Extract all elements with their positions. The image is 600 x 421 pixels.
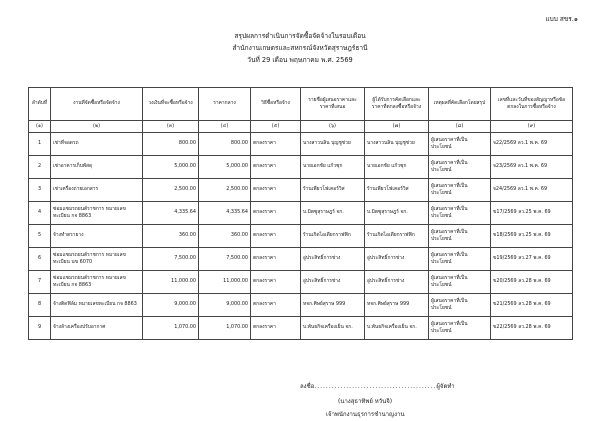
budget-cell: 800.00 [143, 133, 199, 156]
sign-label: ลงชื่อ [300, 383, 315, 390]
item-cell: จ้างติดฟิล์ม หมายเลขทะเบียน กจ 8863 [51, 294, 143, 317]
contract-cell: ข19/2569 ลว.27 พ.ค. 69 [491, 248, 573, 271]
contract-cell: ข17/2569 ลว.25 พ.ค. 69 [491, 202, 573, 225]
column-number: (๒) [51, 121, 143, 133]
col-header: ราคากลาง [199, 88, 251, 121]
row-number: 4 [29, 202, 51, 225]
col-header: เหตุผลที่คัดเลือกโดยสรุป [429, 88, 491, 121]
column-number: (๓) [143, 121, 199, 133]
row-number: 7 [29, 271, 51, 294]
table-row [29, 317, 573, 340]
column-number: (๖) [301, 121, 365, 133]
budget-cell: 9,000.00 [143, 294, 199, 317]
column-number: (๔) [199, 121, 251, 133]
column-number: (๘) [429, 121, 491, 133]
contract-cell: จ22/2569 ลว.1 พ.ค. 69 [491, 133, 573, 156]
reason-cell: ผู้เสนอราคาที่เป็นประโยชน์ [429, 133, 491, 156]
item-cell: จ้างล้างเครื่องปรับอากาศ [51, 317, 143, 340]
contract-cell: ข18/2569 ลว.25 พ.ค. 69 [491, 225, 573, 248]
item-cell: เช่าเครื่องถ่ายเอกสาร [51, 179, 143, 202]
median-price-cell: 800.00 [199, 133, 251, 156]
form-code: แบบ สขร.๑ [545, 15, 578, 23]
bidders-cell: นายเอกชัย แก้วซุก [301, 156, 365, 179]
table-row [29, 156, 573, 179]
contract-cell: ข20/2569 ลว.28 พ.ค. 69 [491, 271, 573, 294]
column-number: (๕) [251, 121, 301, 133]
winner-cell: อู่ประสิทธิ์การช่าง [365, 271, 429, 294]
contract-cell: จ23/2569 ลว.1 พ.ค. 69 [491, 156, 573, 179]
col-header: เลขที่และวันที่ของสัญญาหรือข้อตกลงในการซื้อหรือจ้าง [491, 88, 573, 121]
item-cell: ซ่อมแซมรถยนต์ราชการ หมายเลขทะเบียน นข 6070 [51, 248, 143, 271]
row-number: 6 [29, 248, 51, 271]
method-cell: ตกลงราคา [251, 156, 301, 179]
median-price-cell: 4,335.64 [199, 202, 251, 225]
item-cell: ซ่อมแซมรถยนต์ราชการ หมายเลขทะเบียน กจ 8863 [51, 202, 143, 225]
winner-cell: บ.พันธกิจเครื่องเย็น จก. [365, 317, 429, 340]
col-header: วงเงินที่จะซื้อหรือจ้าง [143, 88, 199, 121]
column-number: (๙) [491, 121, 573, 133]
signer-name: (นางสุธาทิพย์ หวันจิ) [338, 398, 393, 405]
median-price-cell: 9,000.00 [199, 294, 251, 317]
winner-cell: ร้านเกิดไอเดียกราฟฟิก [365, 225, 429, 248]
method-cell: ตกลงราคา [251, 294, 301, 317]
budget-cell: 4,335.64 [143, 202, 199, 225]
winner-cell: ร้านเพียวโฟเคอร์วิส [365, 179, 429, 202]
contract-cell: ข22/2569 ลว.28 พ.ค. 69 [491, 317, 573, 340]
method-cell: ตกลงราคา [251, 202, 301, 225]
median-price-cell: 5,000.00 [199, 156, 251, 179]
method-cell: ตกลงราคา [251, 179, 301, 202]
budget-cell: 2,500.00 [143, 179, 199, 202]
row-number: 8 [29, 294, 51, 317]
table-row [29, 179, 573, 202]
reason-cell: ผู้เสนอราคาที่เป็นประโยชน์ [429, 317, 491, 340]
winner-cell: หจก.ศิษย์สุราษ 999 [365, 294, 429, 317]
reason-cell: ผู้เสนอราคาที่เป็นประโยชน์ [429, 248, 491, 271]
bidders-cell: อู่ประสิทธิ์การช่าง [301, 271, 365, 294]
item-cell: เช่าที่จอดรถ [51, 133, 143, 156]
office-name: สำนักงานเกษตรและสหกรณ์จังหวัดสุราษฎร์ธานี [232, 44, 368, 52]
row-number: 5 [29, 225, 51, 248]
contract-cell: จ24/2569 ลว.1 พ.ค. 69 [491, 179, 573, 202]
budget-cell: 5,000.00 [143, 156, 199, 179]
sign-role: ผู้จัดทำ [436, 383, 455, 390]
row-number: 2 [29, 156, 51, 179]
median-price-cell: 2,500.00 [199, 179, 251, 202]
method-cell: ตกลงราคา [251, 271, 301, 294]
median-price-cell: 1,070.00 [199, 317, 251, 340]
reason-cell: ผู้เสนอราคาที่เป็นประโยชน์ [429, 225, 491, 248]
procurement-table [28, 87, 573, 340]
table-row [29, 133, 573, 156]
bidders-cell: ร้านเพียวโฟเคอร์วิส [301, 179, 365, 202]
row-number: 1 [29, 133, 51, 156]
method-cell: ตกลงราคา [251, 225, 301, 248]
col-header: ลำดับที่ [29, 88, 51, 121]
contract-cell: ข21/2569 ลว.28 พ.ค. 69 [491, 294, 573, 317]
table-row [29, 294, 573, 317]
budget-cell: 1,070.00 [143, 317, 199, 340]
method-cell: ตกลงราคา [251, 133, 301, 156]
report-title: สรุปผลการดำเนินการจัดซื้อจัดจ้างในรอบเดือน [234, 32, 366, 40]
report-date: วันที่ 29 เดือน พฤษภาคม พ.ศ. 2569 [247, 56, 353, 64]
bidders-cell: ร้านเกิดไอเดียกราฟฟิก [301, 225, 365, 248]
bidders-cell: นางสาวนลิน บุญชูช่วย [301, 133, 365, 156]
median-price-cell: 11,000.00 [199, 271, 251, 294]
table-row [29, 271, 573, 294]
item-cell: เช่าอาคารเก็บพัสดุ [51, 156, 143, 179]
col-header: วิธีซื้อหรือจ้าง [251, 88, 301, 121]
signature-line: ลงชื่อ..........................................ผู้จัดทำ [300, 383, 455, 390]
winner-cell: นายเอกชัย แก้วซุก [365, 156, 429, 179]
winner-cell: นางสาวนลิน บุญชูช่วย [365, 133, 429, 156]
col-header: ผู้ได้รับการคัดเลือกและราคาที่ตกลงซื้อหรือจ้าง [365, 88, 429, 121]
method-cell: ตกลงราคา [251, 317, 301, 340]
table-row [29, 248, 573, 271]
item-cell: จ้างทำตรายาง [51, 225, 143, 248]
reason-cell: ผู้เสนอราคาที่เป็นประโยชน์ [429, 271, 491, 294]
method-cell: ตกลงราคา [251, 248, 301, 271]
header-row [29, 88, 573, 121]
table-row [29, 202, 573, 225]
reason-cell: ผู้เสนอราคาที่เป็นประโยชน์ [429, 156, 491, 179]
row-number: 9 [29, 317, 51, 340]
col-header: รายชื่อผู้เสนอราคาและราคาที่เสนอ [301, 88, 365, 121]
table-row [29, 225, 573, 248]
item-cell: ซ่อมแซมรถยนต์ราชการ หมายเลขทะเบียน กจ 8863 [51, 271, 143, 294]
column-number: (๗) [365, 121, 429, 133]
median-price-cell: 360.00 [199, 225, 251, 248]
budget-cell: 7,500.00 [143, 248, 199, 271]
reason-cell: ผู้เสนอราคาที่เป็นประโยชน์ [429, 179, 491, 202]
bidders-cell: บ.มิตซูสุราษฎร์ จก. [301, 202, 365, 225]
column-number: (๑) [29, 121, 51, 133]
median-price-cell: 7,500.00 [199, 248, 251, 271]
column-number-row [29, 121, 573, 133]
signer-position: เจ้าพนักงานธุรการชำนาญงาน [326, 411, 405, 418]
winner-cell: อู่ประสิทธิ์การช่าง [365, 248, 429, 271]
reason-cell: ผู้เสนอราคาที่เป็นประโยชน์ [429, 294, 491, 317]
bidders-cell: บ.พันธกิจเครื่องเย็น จก. [301, 317, 365, 340]
budget-cell: 360.00 [143, 225, 199, 248]
budget-cell: 11,000.00 [143, 271, 199, 294]
row-number: 3 [29, 179, 51, 202]
bidders-cell: หจก.ศิษย์สุราษ 999 [301, 294, 365, 317]
col-header: งานที่จัดซื้อหรือจัดจ้าง [51, 88, 143, 121]
reason-cell: ผู้เสนอราคาที่เป็นประโยชน์ [429, 202, 491, 225]
winner-cell: บ.มิตซูสุราษฎร์ จก. [365, 202, 429, 225]
bidders-cell: อู่ประสิทธิ์การช่าง [301, 248, 365, 271]
